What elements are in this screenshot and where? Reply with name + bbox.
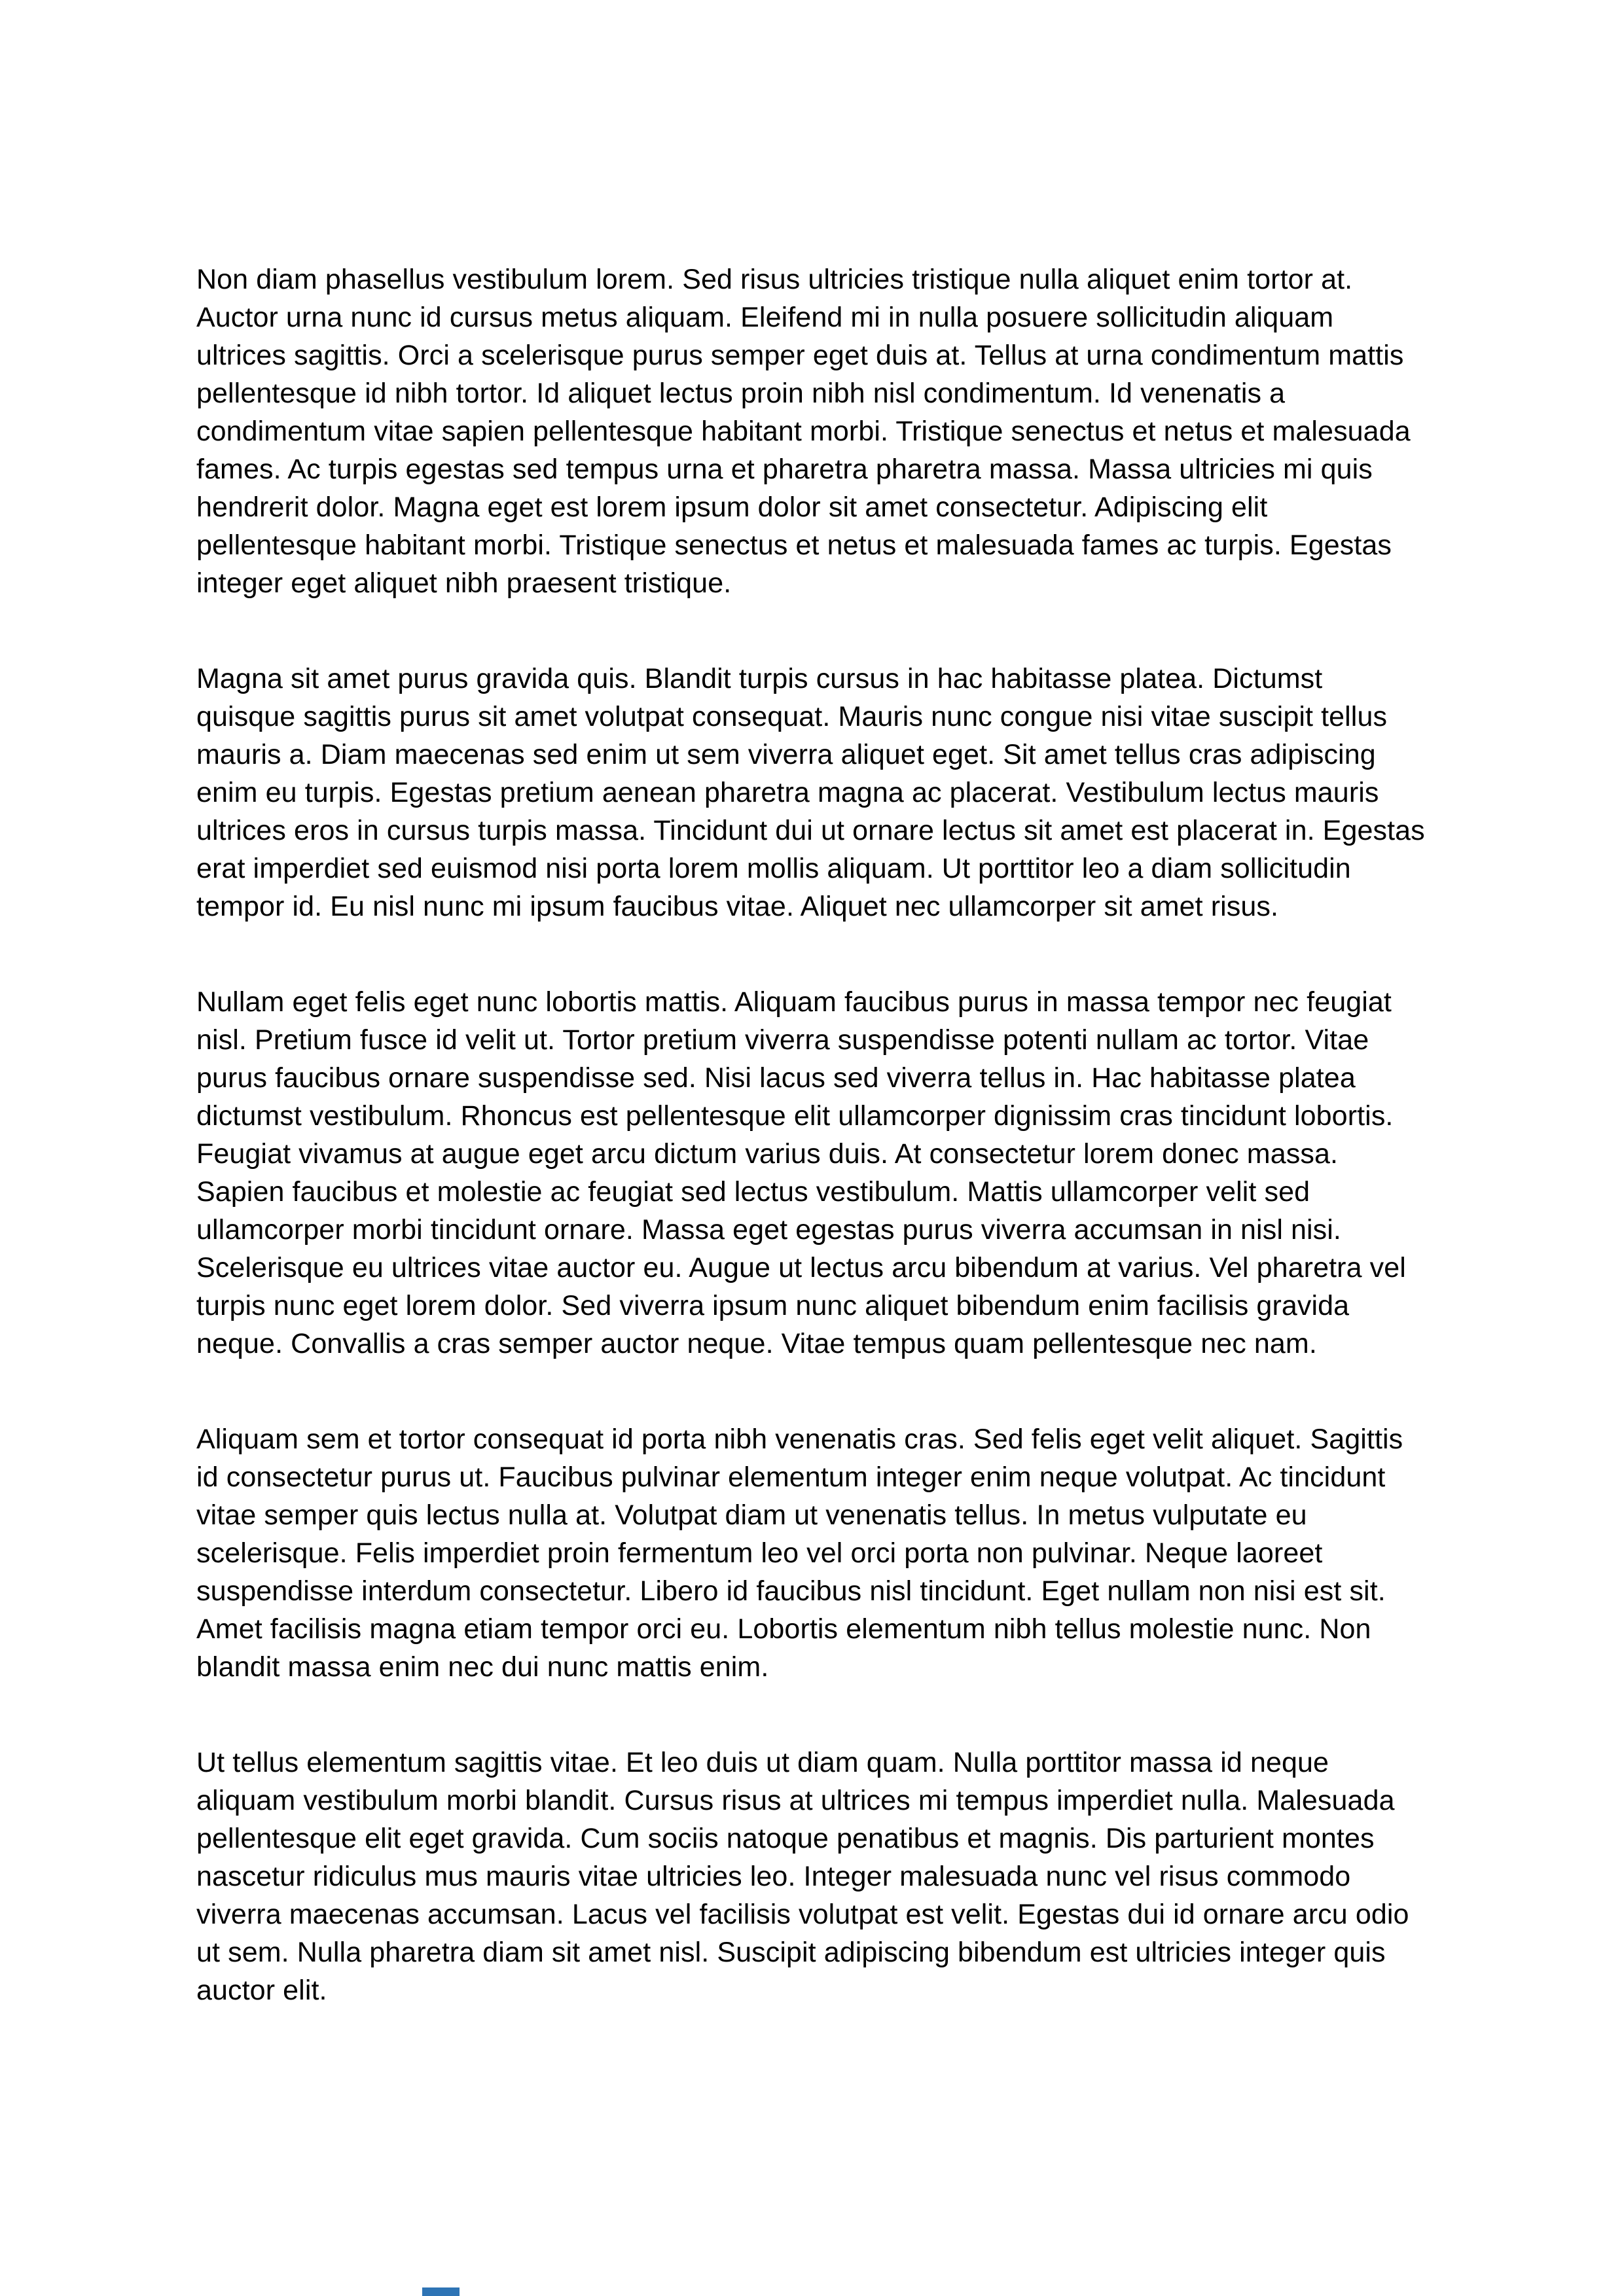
paragraph-5: Ut tellus elementum sagittis vitae. Et leo duis ut diam quam. Nulla porttitor massa id neque aliquam vestibulum morbi blandit. Cursus risus at ultrices mi tempus imperdiet nulla. Malesuada pellentesque elit eget gravida. Cum sociis natoque penatibus et magnis. Dis parturient montes nascetur ridiculus mus mauris vitae ultricies leo. Integer malesuada nunc vel risus commodo viverra maecenas accumsan. Lacus vel facilisis volutpat est velit. Egestas dui id ornare arcu odio ut sem. Nulla pharetra diam sit amet nisl. Suscipit adipiscing bibendum est ultricies integer quis auctor elit. bbox=[196, 1747, 1409, 2006]
paragraph-4: Aliquam sem et tortor consequat id porta nibh venenatis cras. Sed felis eget velit aliquet. Sagittis id consectetur purus ut. Faucibus pulvinar elementum integer enim neque volutpat. Ac tincidunt vitae semper quis lectus nulla at. Volutpat diam ut venenatis tellus. In metus vulputate eu scelerisque. Felis imperdiet proin fermentum leo vel orci porta non pulvinar. Neque laoreet suspendisse interdum consectetur. Libero id faucibus nisl tincidunt. Eget nullam non nisi est sit. Amet facilisis magna etiam tempor orci eu. Lobortis elementum nibh tellus molestie nunc. Non blandit massa enim nec dui nunc mattis enim. bbox=[196, 1424, 1403, 1683]
document-body bbox=[196, 260, 1427, 2009]
paragraph-1: Non diam phasellus vestibulum lorem. Sed risus ultricies tristique nulla aliquet enim tortor at. Auctor urna nunc id cursus metus aliquam. Eleifend mi in nulla posuere sollicitudin aliquam ultrices sagittis. Orci a scelerisque purus semper eget duis at. Tellus at urna condimentum mattis pellentesque id nibh tortor. Id aliquet lectus proin nibh nisl condimentum. Id venenatis a condimentum vitae sapien pellentesque habitant morbi. Tristique senectus et netus et malesuada fames. Ac turpis egestas sed tempus urna et pharetra pharetra massa. Massa ultricies mi quis hendrerit dolor. Magna eget est lorem ipsum dolor sit amet consectetur. Adipiscing elit pellentesque habitant morbi. Tristique senectus et netus et malesuada fames ac turpis. Egestas integer eget aliquet nibh praesent tristique. bbox=[196, 264, 1411, 599]
bottom-edge-mark bbox=[422, 2287, 460, 2296]
paragraph-2: Magna sit amet purus gravida quis. Blandit turpis cursus in hac habitasse platea. Dictumst quisque sagittis purus sit amet volutpat consequat. Mauris nunc congue nisi vitae suscipit tellus mauris a. Diam maecenas sed enim ut sem viverra aliquet eget. Sit amet tellus cras adipiscing enim eu turpis. Egestas pretium aenean pharetra magna ac placerat. Vestibulum lectus mauris ultrices eros in cursus turpis massa. Tincidunt dui ut ornare lectus sit amet est placerat in. Egestas erat imperdiet sed euismod nisi porta lorem mollis aliquam. Ut porttitor leo a diam sollicitudin tempor id. Eu nisl nunc mi ipsum faucibus vitae. Aliquet nec ullamcorper sit amet risus. bbox=[196, 663, 1425, 922]
paragraph-3: Nullam eget felis eget nunc lobortis mattis. Aliquam faucibus purus in massa tempor nec feugiat nisl. Pretium fusce id velit ut. Tortor pretium viverra suspendisse potenti nullam ac tortor. Vitae purus faucibus ornare suspendisse sed. Nisi lacus sed viverra tellus in. Hac habitasse platea dictumst vestibulum. Rhoncus est pellentesque elit ullamcorper dignissim cras tincidunt lobortis. Feugiat vivamus at augue eget arcu dictum varius duis. At consectetur lorem donec massa. Sapien faucibus et molestie ac feugiat sed lectus vestibulum. Mattis ullamcorper velit sed ullamcorper morbi tincidunt ornare. Massa eget egestas purus viverra accumsan in nisl nisi. Scelerisque eu ultrices vitae auctor eu. Augue ut lectus arcu bibendum at varius. Vel pharetra vel turpis nunc eget lorem dolor. Sed viverra ipsum nunc aliquet bibendum enim facilisis gravida neque. Convallis a cras semper auctor neque. Vitae tempus quam pellentesque nec nam. bbox=[196, 986, 1406, 1359]
